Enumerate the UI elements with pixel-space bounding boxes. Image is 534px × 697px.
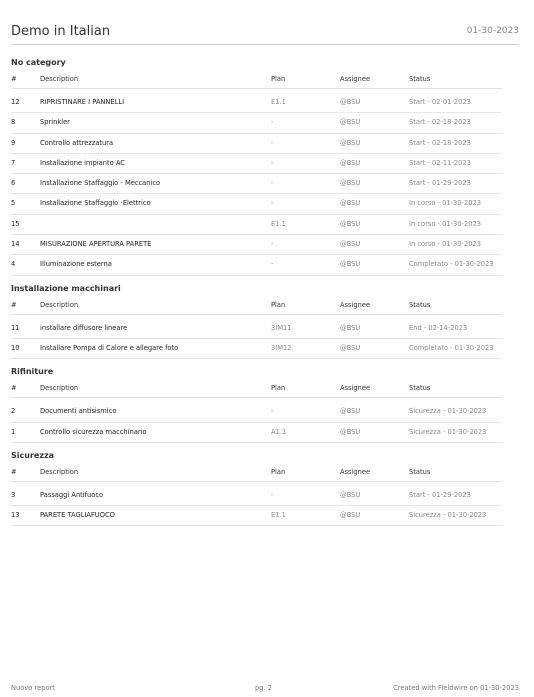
task-id: 2 <box>11 407 16 416</box>
report-title: Demo in Italian <box>11 24 111 39</box>
task-status: Start - 02-18-2023 <box>409 118 471 127</box>
task-description: Documenti antisismico <box>40 407 117 416</box>
task-row[interactable] <box>11 134 502 154</box>
task-id: 15 <box>11 219 20 228</box>
category-title: Sicurezza <box>11 450 55 460</box>
column-header-description: Description <box>40 467 79 476</box>
task-description: installare diffusore lineare <box>40 323 128 332</box>
task-description: PARETE TAGLIAFUOCO <box>40 511 115 520</box>
task-plan: A1.1 <box>271 427 287 436</box>
table-header-row <box>11 297 502 315</box>
task-description: Controllo attrezzatura <box>40 138 114 147</box>
task-id: 1 <box>11 427 16 436</box>
task-id: 8 <box>11 118 16 127</box>
task-row[interactable] <box>11 506 502 526</box>
task-status: Start - 01-29-2023 <box>409 490 471 499</box>
footer-page-number: pg. 2 <box>255 684 272 692</box>
task-status: Sicurezza - 01-30-2023 <box>409 427 487 436</box>
task-plan: - <box>271 179 274 188</box>
task-row[interactable] <box>11 93 502 113</box>
category-title: Rifiniture <box>11 367 54 377</box>
task-description: Installazione Staffaggio - Meccanico <box>40 179 161 188</box>
task-plan: 3IM12 <box>271 343 292 352</box>
column-header-id: # <box>11 75 17 83</box>
task-row[interactable] <box>11 402 502 422</box>
column-header-assignee: Assignee <box>340 467 371 476</box>
category-section <box>11 55 502 276</box>
task-assignee: @BSU <box>340 240 361 249</box>
task-description: Sprinkler <box>40 118 70 127</box>
footer-report-name: Nuovo report <box>11 684 55 692</box>
task-plan: - <box>271 407 274 416</box>
task-row[interactable] <box>11 319 502 339</box>
task-plan: - <box>271 138 274 147</box>
category-section <box>11 281 502 360</box>
task-description: RIPRISTINARE I PANNELLI <box>40 98 125 106</box>
column-header-status: Status <box>409 384 431 393</box>
task-assignee: @BSU <box>340 260 361 269</box>
task-plan: - <box>271 490 274 499</box>
task-row[interactable] <box>11 215 502 235</box>
table-header-row <box>11 380 502 398</box>
report-date: 01-30-2023 <box>466 26 519 36</box>
task-plan: E1.1 <box>271 511 286 520</box>
table-header-row <box>11 71 502 89</box>
task-assignee: @BSU <box>340 511 361 520</box>
task-row[interactable] <box>11 113 502 133</box>
task-id: 3 <box>11 490 16 499</box>
task-row[interactable] <box>11 423 502 443</box>
task-description: Installazione impianto AC <box>40 158 125 167</box>
task-row[interactable] <box>11 339 502 359</box>
task-status: In corso - 01-30-2023 <box>409 199 481 208</box>
task-description: Installazione Staffaggio -Elettrico <box>40 199 151 208</box>
footer-created-with: Created with Fieldwire on 01-30-2023 <box>393 684 519 692</box>
column-header-status: Status <box>409 467 431 476</box>
task-id: 9 <box>11 138 16 147</box>
table-header-row <box>11 464 502 482</box>
task-description: Passaggi Antifuoco <box>40 490 104 499</box>
task-status: In corso - 01-30-2023 <box>409 240 481 249</box>
task-id: 4 <box>11 260 16 269</box>
task-assignee: @BSU <box>340 407 361 416</box>
task-description: MISURAZIONE APERTURA PARETE <box>40 240 152 249</box>
column-header-id: # <box>11 384 17 393</box>
task-assignee: @BSU <box>340 343 361 352</box>
task-plan: - <box>271 260 274 269</box>
column-header-assignee: Assignee <box>340 75 371 83</box>
task-row[interactable] <box>11 174 502 194</box>
column-header-id: # <box>11 300 17 309</box>
column-header-assignee: Assignee <box>340 384 371 393</box>
column-header-assignee: Assignee <box>340 300 371 309</box>
category-section <box>11 448 502 527</box>
task-description: Illuminazione esterna <box>40 260 112 269</box>
report-content <box>11 54 502 526</box>
task-description: Installare Pompa di Calore e allegare foto <box>40 343 179 352</box>
column-header-plan: Plan <box>271 300 286 309</box>
task-id: 10 <box>11 343 20 352</box>
task-plan: - <box>271 158 274 167</box>
task-status: Completato - 01-30-2023 <box>409 260 494 269</box>
task-status: Completato - 01-30-2023 <box>409 343 494 352</box>
task-row[interactable] <box>11 235 502 255</box>
column-header-plan: Plan <box>271 75 286 83</box>
task-plan: E1.1 <box>271 219 286 228</box>
report-header <box>11 22 519 45</box>
task-assignee: @BSU <box>340 98 361 106</box>
category-title: No category <box>11 58 66 67</box>
task-status: Sicurezza - 01-30-2023 <box>409 511 487 520</box>
task-assignee: @BSU <box>340 427 361 436</box>
task-assignee: @BSU <box>340 219 361 228</box>
task-status: Sicurezza - 01-30-2023 <box>409 407 487 416</box>
task-status: Start - 02-11-2023 <box>409 158 471 167</box>
task-row[interactable] <box>11 486 502 506</box>
task-plan: - <box>271 240 274 249</box>
task-id: 14 <box>11 240 20 249</box>
task-plan: E1.1 <box>271 98 286 106</box>
task-row[interactable] <box>11 194 502 214</box>
column-header-status: Status <box>409 75 431 83</box>
task-assignee: @BSU <box>340 179 361 188</box>
task-plan: 3IM11 <box>271 323 292 332</box>
task-row[interactable] <box>11 255 502 275</box>
column-header-description: Description <box>40 384 79 393</box>
task-status: In corso - 01-30-2023 <box>409 219 481 228</box>
column-header-id: # <box>11 467 17 476</box>
task-assignee: @BSU <box>340 199 361 208</box>
task-assignee: @BSU <box>340 323 361 332</box>
task-plan: - <box>271 199 274 208</box>
task-status: End - 02-14-2023 <box>409 323 468 332</box>
task-status: Start - 02-01-2023 <box>409 98 471 106</box>
task-status: Start - 01-29-2023 <box>409 179 471 188</box>
task-assignee: @BSU <box>340 158 361 167</box>
task-assignee: @BSU <box>340 490 361 499</box>
column-header-plan: Plan <box>271 384 286 393</box>
task-assignee: @BSU <box>340 138 361 147</box>
task-id: 7 <box>11 158 16 167</box>
task-description: Controllo sicurezza macchinario <box>40 427 147 436</box>
task-id: 5 <box>11 199 16 208</box>
column-header-description: Description <box>40 75 79 83</box>
category-title: Installazione macchinari <box>11 283 121 293</box>
task-assignee: @BSU <box>340 118 361 127</box>
task-id: 13 <box>11 511 20 520</box>
column-header-description: Description <box>40 300 79 309</box>
column-header-status: Status <box>409 300 431 309</box>
task-status: Start - 02-18-2023 <box>409 138 471 147</box>
page-footer <box>11 684 519 696</box>
task-plan: - <box>271 118 274 127</box>
category-section <box>11 364 502 443</box>
column-header-plan: Plan <box>271 467 286 476</box>
task-id: 11 <box>11 323 20 332</box>
task-id: 6 <box>11 179 16 188</box>
task-row[interactable] <box>11 154 502 174</box>
task-id: 12 <box>11 98 20 106</box>
